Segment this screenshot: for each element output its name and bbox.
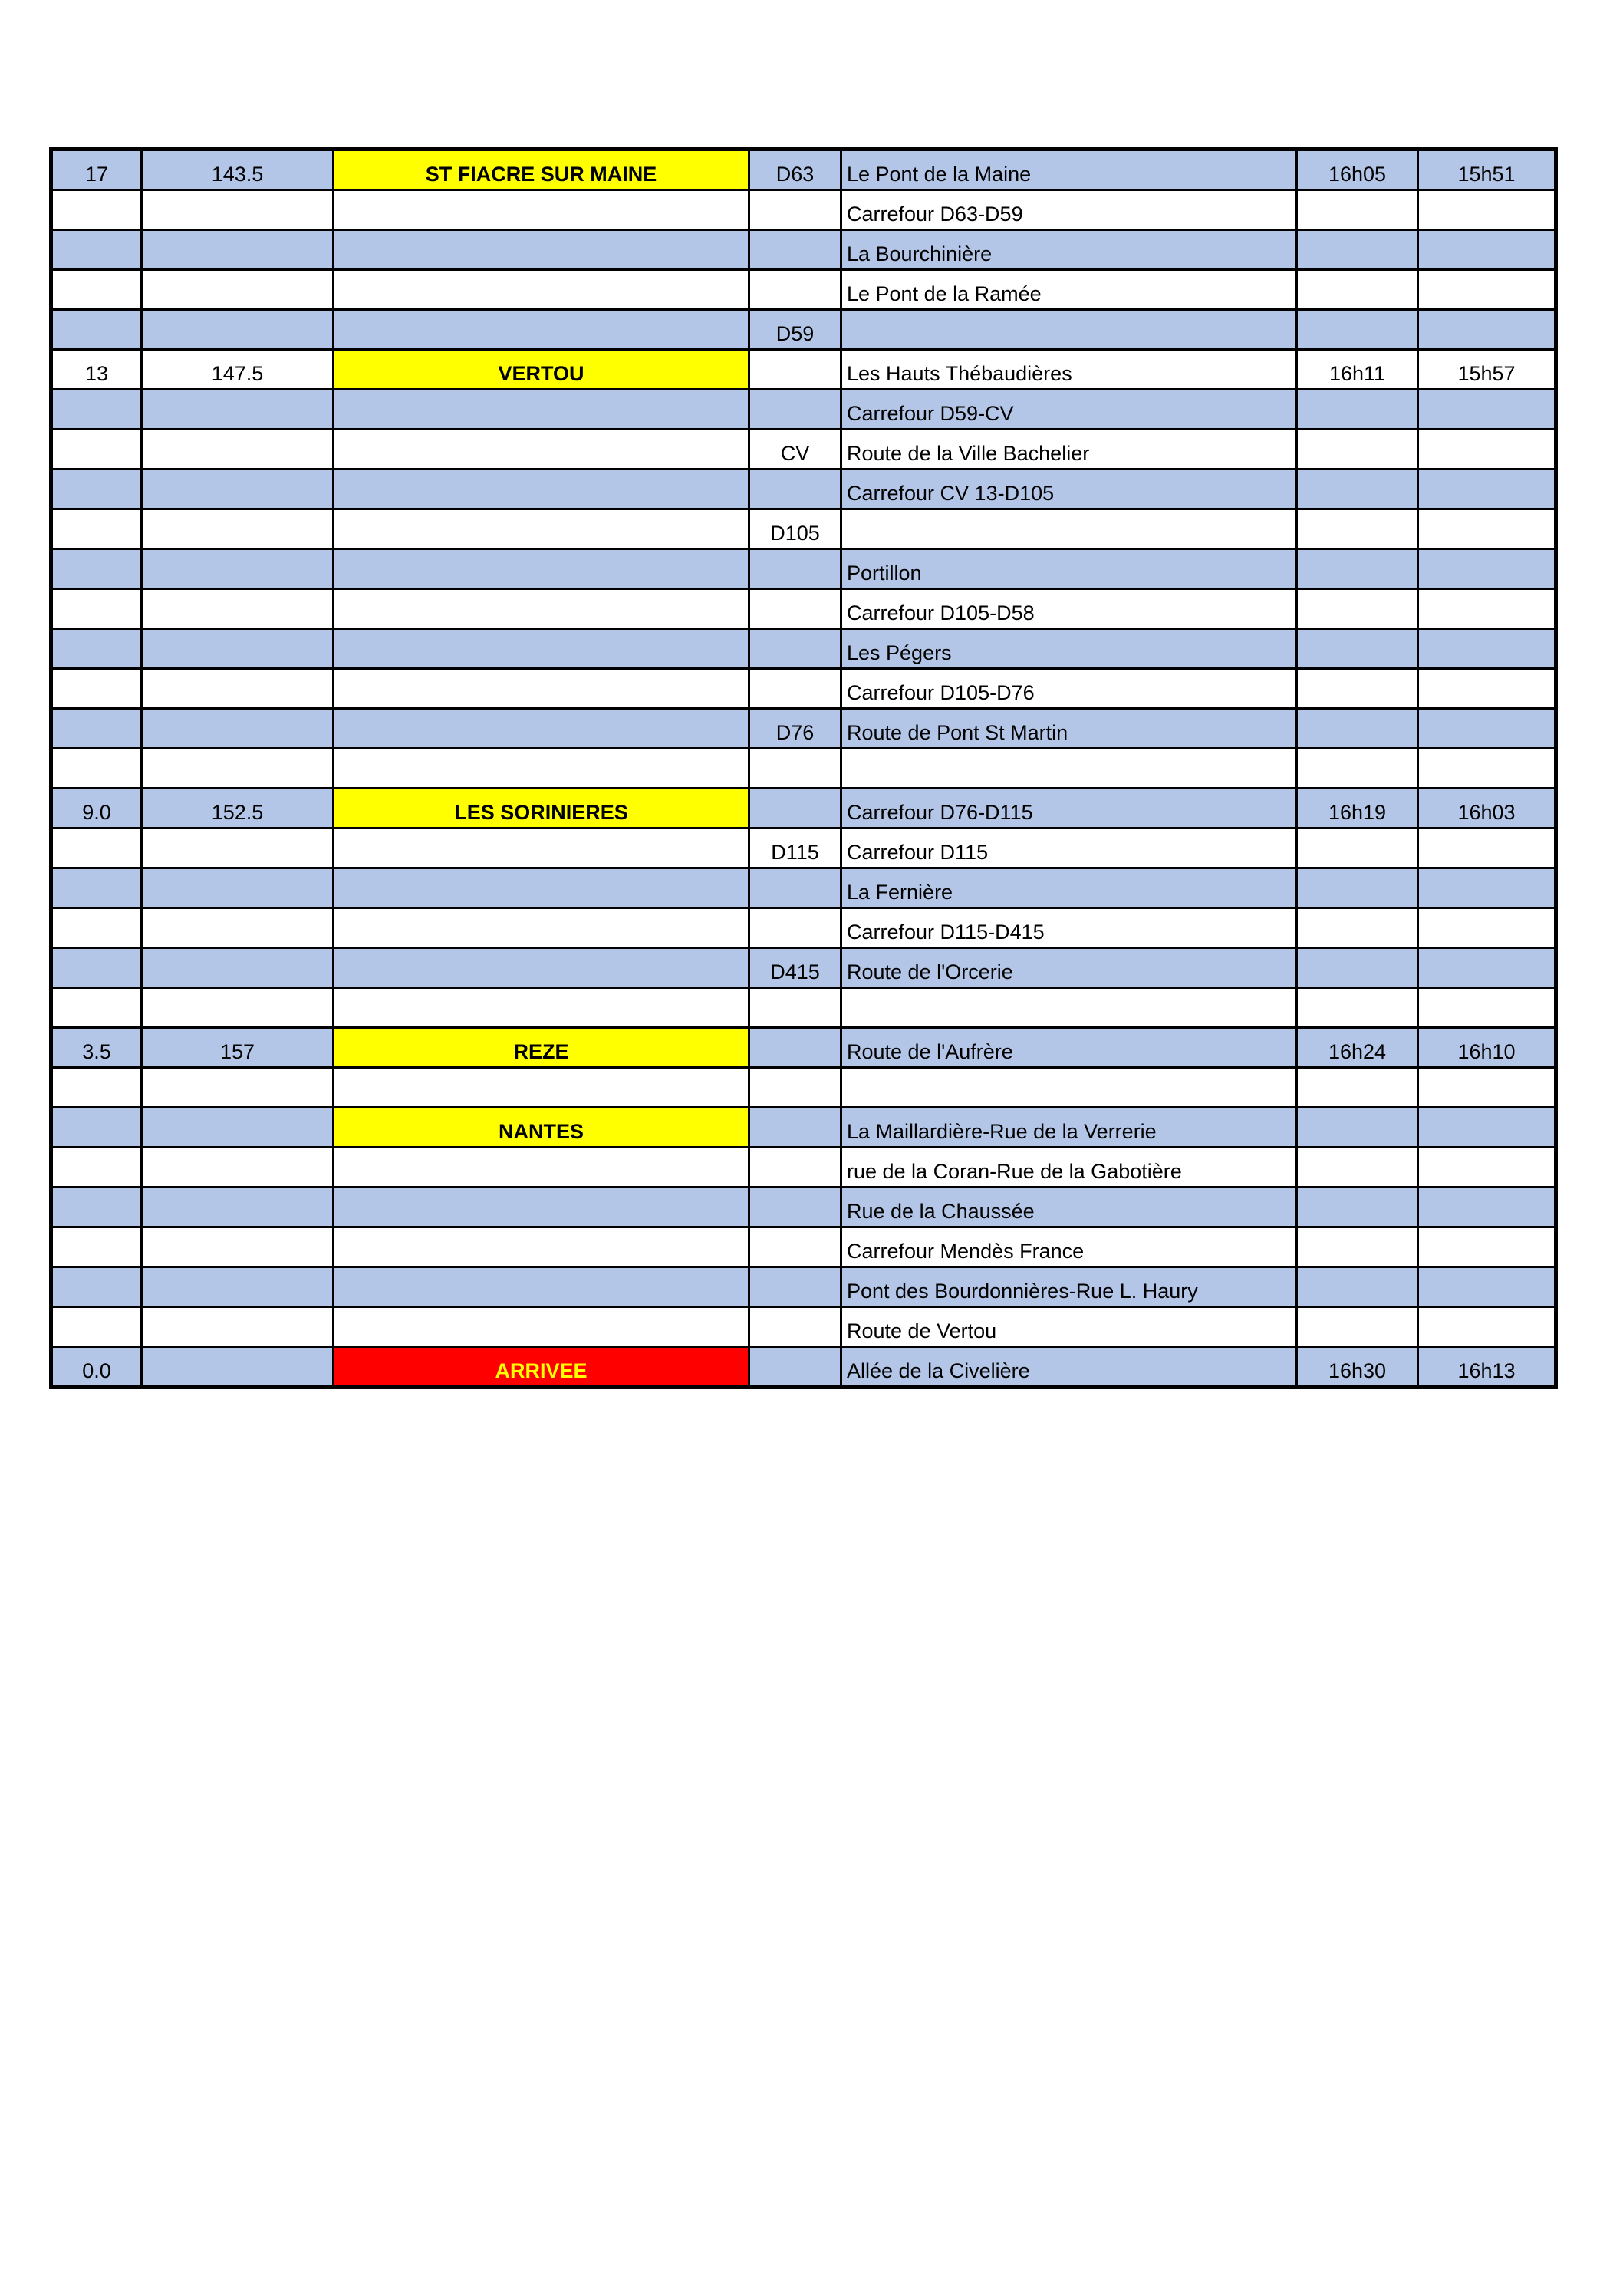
place-cell: Carrefour Mendès France <box>841 1227 1297 1267</box>
place-cell: Rue de la Chaussée <box>841 1188 1297 1227</box>
table-row <box>51 350 1556 390</box>
km-remaining-cell: 0.0 <box>51 1347 142 1388</box>
town-cell: ARRIVEE <box>334 1347 749 1388</box>
km-covered-cell <box>142 948 334 988</box>
town-cell <box>334 430 749 469</box>
time-slow-cell <box>1418 509 1556 549</box>
km-covered-cell <box>142 1227 334 1267</box>
km-remaining-cell: 9.0 <box>51 789 142 828</box>
km-remaining-cell <box>51 868 142 908</box>
km-remaining-cell <box>51 190 142 230</box>
time-slow-cell <box>1418 390 1556 430</box>
town-cell <box>334 390 749 430</box>
km-covered-cell <box>142 390 334 430</box>
place-cell <box>841 988 1297 1028</box>
km-covered-cell <box>142 1068 334 1108</box>
town-cell <box>334 270 749 310</box>
time-slow-cell <box>1418 469 1556 509</box>
time-fast-cell: 16h11 <box>1297 350 1418 390</box>
km-covered-cell <box>142 868 334 908</box>
road-cell <box>749 589 841 629</box>
km-remaining-cell: 3.5 <box>51 1028 142 1068</box>
time-slow-cell <box>1418 230 1556 270</box>
itinerary-rows <box>51 150 1556 1388</box>
place-cell: Carrefour D105-D76 <box>841 669 1297 709</box>
road-cell <box>749 469 841 509</box>
road-cell <box>749 789 841 828</box>
time-slow-cell <box>1418 828 1556 868</box>
time-slow-cell <box>1418 430 1556 469</box>
time-fast-cell <box>1297 270 1418 310</box>
time-fast-cell <box>1297 1188 1418 1227</box>
km-covered-cell <box>142 1267 334 1307</box>
town-cell: LES SORINIERES <box>334 789 749 828</box>
place-cell: Le Pont de la Ramée <box>841 270 1297 310</box>
town-cell <box>334 589 749 629</box>
place-cell: Carrefour D115 <box>841 828 1297 868</box>
town-cell <box>334 549 749 589</box>
time-fast-cell <box>1297 868 1418 908</box>
place-cell <box>841 310 1297 350</box>
time-slow-cell: 16h13 <box>1418 1347 1556 1388</box>
place-cell: Carrefour D63-D59 <box>841 190 1297 230</box>
time-fast-cell <box>1297 1307 1418 1347</box>
table-row <box>51 828 1556 868</box>
table-row <box>51 469 1556 509</box>
place-cell: Carrefour D115-D415 <box>841 908 1297 948</box>
km-covered-cell: 157 <box>142 1028 334 1068</box>
time-fast-cell <box>1297 1068 1418 1108</box>
time-fast-cell <box>1297 988 1418 1028</box>
time-slow-cell <box>1418 1227 1556 1267</box>
road-cell <box>749 390 841 430</box>
time-slow-cell <box>1418 988 1556 1028</box>
road-cell <box>749 1028 841 1068</box>
town-cell <box>334 868 749 908</box>
time-fast-cell <box>1297 1148 1418 1188</box>
table-row <box>51 1307 1556 1347</box>
km-remaining-cell <box>51 1148 142 1188</box>
road-cell: D415 <box>749 948 841 988</box>
time-fast-cell: 16h30 <box>1297 1347 1418 1388</box>
time-fast-cell <box>1297 1267 1418 1307</box>
time-fast-cell <box>1297 549 1418 589</box>
time-fast-cell <box>1297 310 1418 350</box>
road-cell <box>749 908 841 948</box>
table-row <box>51 509 1556 549</box>
road-cell <box>749 1188 841 1227</box>
town-cell <box>334 1227 749 1267</box>
table-row <box>51 1188 1556 1227</box>
km-remaining-cell <box>51 1307 142 1347</box>
time-fast-cell <box>1297 1108 1418 1148</box>
table-row <box>51 190 1556 230</box>
table-row <box>51 709 1556 749</box>
km-remaining-cell <box>51 549 142 589</box>
table-row <box>51 430 1556 469</box>
table-row <box>51 1108 1556 1148</box>
km-covered-cell <box>142 908 334 948</box>
place-cell: Pont des Bourdonnières-Rue L. Haury <box>841 1267 1297 1307</box>
town-cell <box>334 509 749 549</box>
time-fast-cell <box>1297 629 1418 669</box>
time-fast-cell <box>1297 190 1418 230</box>
km-covered-cell <box>142 230 334 270</box>
road-cell <box>749 350 841 390</box>
km-covered-cell <box>142 549 334 589</box>
town-cell <box>334 988 749 1028</box>
time-fast-cell <box>1297 469 1418 509</box>
town-cell <box>334 629 749 669</box>
km-covered-cell <box>142 1347 334 1388</box>
time-fast-cell <box>1297 430 1418 469</box>
km-remaining-cell <box>51 709 142 749</box>
time-slow-cell <box>1418 1148 1556 1188</box>
place-cell: Route de l'Orcerie <box>841 948 1297 988</box>
time-slow-cell: 16h03 <box>1418 789 1556 828</box>
km-covered-cell: 152.5 <box>142 789 334 828</box>
km-remaining-cell <box>51 908 142 948</box>
km-covered-cell <box>142 988 334 1028</box>
time-fast-cell: 16h05 <box>1297 150 1418 190</box>
km-remaining-cell <box>51 509 142 549</box>
road-cell <box>749 549 841 589</box>
km-covered-cell: 147.5 <box>142 350 334 390</box>
time-slow-cell: 15h57 <box>1418 350 1556 390</box>
km-remaining-cell <box>51 1188 142 1227</box>
time-slow-cell <box>1418 190 1556 230</box>
table-row <box>51 390 1556 430</box>
place-cell: La Maillardière-Rue de la Verrerie <box>841 1108 1297 1148</box>
time-slow-cell: 16h10 <box>1418 1028 1556 1068</box>
time-slow-cell <box>1418 868 1556 908</box>
time-slow-cell <box>1418 948 1556 988</box>
itinerary-table <box>49 147 1558 1389</box>
km-remaining-cell <box>51 1108 142 1148</box>
table-row <box>51 549 1556 589</box>
table-row <box>51 589 1556 629</box>
km-covered-cell <box>142 629 334 669</box>
km-remaining-cell <box>51 589 142 629</box>
place-cell: Allée de la Civelière <box>841 1347 1297 1388</box>
time-fast-cell <box>1297 709 1418 749</box>
town-cell <box>334 749 749 789</box>
place-cell: La Fernière <box>841 868 1297 908</box>
place-cell <box>841 509 1297 549</box>
place-cell: Les Hauts Thébaudières <box>841 350 1297 390</box>
table-row <box>51 1267 1556 1307</box>
time-fast-cell <box>1297 509 1418 549</box>
time-slow-cell <box>1418 709 1556 749</box>
place-cell: Carrefour D59-CV <box>841 390 1297 430</box>
town-cell <box>334 1188 749 1227</box>
road-cell <box>749 988 841 1028</box>
table-row <box>51 669 1556 709</box>
table-row <box>51 230 1556 270</box>
place-cell: Route de la Ville Bachelier <box>841 430 1297 469</box>
road-cell <box>749 669 841 709</box>
time-slow-cell <box>1418 908 1556 948</box>
time-slow-cell <box>1418 1068 1556 1108</box>
road-cell <box>749 1068 841 1108</box>
table-row <box>51 150 1556 190</box>
time-fast-cell <box>1297 390 1418 430</box>
km-remaining-cell: 17 <box>51 150 142 190</box>
place-cell <box>841 1068 1297 1108</box>
km-remaining-cell <box>51 1068 142 1108</box>
town-cell: VERTOU <box>334 350 749 390</box>
road-cell: D63 <box>749 150 841 190</box>
km-covered-cell <box>142 190 334 230</box>
town-cell <box>334 908 749 948</box>
road-cell: CV <box>749 430 841 469</box>
table-row <box>51 629 1556 669</box>
town-cell <box>334 1068 749 1108</box>
time-fast-cell: 16h19 <box>1297 789 1418 828</box>
km-remaining-cell <box>51 469 142 509</box>
km-remaining-cell <box>51 390 142 430</box>
table-row <box>51 988 1556 1028</box>
town-cell <box>334 1148 749 1188</box>
road-cell <box>749 270 841 310</box>
place-cell: Carrefour D76-D115 <box>841 789 1297 828</box>
time-slow-cell: 15h51 <box>1418 150 1556 190</box>
place-cell: rue de la Coran-Rue de la Gabotière <box>841 1148 1297 1188</box>
km-remaining-cell: 13 <box>51 350 142 390</box>
km-covered-cell <box>142 430 334 469</box>
road-cell <box>749 629 841 669</box>
road-cell <box>749 230 841 270</box>
km-covered-cell <box>142 270 334 310</box>
time-slow-cell <box>1418 589 1556 629</box>
km-remaining-cell <box>51 669 142 709</box>
time-fast-cell: 16h24 <box>1297 1028 1418 1068</box>
km-covered-cell: 143.5 <box>142 150 334 190</box>
place-cell: Carrefour CV 13-D105 <box>841 469 1297 509</box>
km-covered-cell <box>142 469 334 509</box>
km-remaining-cell <box>51 230 142 270</box>
table-row <box>51 1148 1556 1188</box>
town-cell <box>334 948 749 988</box>
table-row <box>51 948 1556 988</box>
km-remaining-cell <box>51 1267 142 1307</box>
place-cell: Le Pont de la Maine <box>841 150 1297 190</box>
road-cell <box>749 749 841 789</box>
km-covered-cell <box>142 1148 334 1188</box>
km-remaining-cell <box>51 629 142 669</box>
time-slow-cell <box>1418 629 1556 669</box>
km-covered-cell <box>142 749 334 789</box>
km-remaining-cell <box>51 310 142 350</box>
road-cell: D115 <box>749 828 841 868</box>
table-row <box>51 270 1556 310</box>
place-cell: Route de Pont St Martin <box>841 709 1297 749</box>
table-row <box>51 1028 1556 1068</box>
town-cell <box>334 310 749 350</box>
route-sheet <box>49 147 1554 1389</box>
time-slow-cell <box>1418 270 1556 310</box>
km-remaining-cell <box>51 1227 142 1267</box>
table-row <box>51 868 1556 908</box>
table-row <box>51 1347 1556 1388</box>
place-cell: Route de l'Aufrère <box>841 1028 1297 1068</box>
road-cell: D76 <box>749 709 841 749</box>
road-cell: D105 <box>749 509 841 549</box>
km-covered-cell <box>142 1188 334 1227</box>
table-row <box>51 1068 1556 1108</box>
table-row <box>51 1227 1556 1267</box>
place-cell: La Bourchinière <box>841 230 1297 270</box>
time-fast-cell <box>1297 828 1418 868</box>
town-cell: NANTES <box>334 1108 749 1148</box>
road-cell: D59 <box>749 310 841 350</box>
table-row <box>51 908 1556 948</box>
town-cell <box>334 1307 749 1347</box>
road-cell <box>749 1108 841 1148</box>
time-fast-cell <box>1297 908 1418 948</box>
table-row <box>51 310 1556 350</box>
town-cell <box>334 190 749 230</box>
town-cell <box>334 669 749 709</box>
table-row <box>51 789 1556 828</box>
km-covered-cell <box>142 828 334 868</box>
town-cell: REZE <box>334 1028 749 1068</box>
road-cell <box>749 1267 841 1307</box>
time-slow-cell <box>1418 310 1556 350</box>
place-cell: Route de Vertou <box>841 1307 1297 1347</box>
km-covered-cell <box>142 310 334 350</box>
road-cell <box>749 1227 841 1267</box>
time-fast-cell <box>1297 1227 1418 1267</box>
town-cell: ST FIACRE SUR MAINE <box>334 150 749 190</box>
time-fast-cell <box>1297 589 1418 629</box>
time-slow-cell <box>1418 1307 1556 1347</box>
km-covered-cell <box>142 509 334 549</box>
km-remaining-cell <box>51 828 142 868</box>
km-covered-cell <box>142 1108 334 1148</box>
km-remaining-cell <box>51 948 142 988</box>
place-cell: Les Pégers <box>841 629 1297 669</box>
time-fast-cell <box>1297 948 1418 988</box>
time-slow-cell <box>1418 749 1556 789</box>
town-cell <box>334 709 749 749</box>
road-cell <box>749 1148 841 1188</box>
km-remaining-cell <box>51 749 142 789</box>
road-cell <box>749 1307 841 1347</box>
time-fast-cell <box>1297 230 1418 270</box>
time-slow-cell <box>1418 669 1556 709</box>
road-cell <box>749 868 841 908</box>
time-fast-cell <box>1297 749 1418 789</box>
time-slow-cell <box>1418 1267 1556 1307</box>
place-cell <box>841 749 1297 789</box>
km-remaining-cell <box>51 270 142 310</box>
place-cell: Carrefour D105-D58 <box>841 589 1297 629</box>
town-cell <box>334 469 749 509</box>
km-remaining-cell <box>51 988 142 1028</box>
time-slow-cell <box>1418 549 1556 589</box>
time-fast-cell <box>1297 669 1418 709</box>
km-remaining-cell <box>51 430 142 469</box>
time-slow-cell <box>1418 1188 1556 1227</box>
km-covered-cell <box>142 1307 334 1347</box>
road-cell <box>749 1347 841 1388</box>
town-cell <box>334 230 749 270</box>
km-covered-cell <box>142 589 334 629</box>
table-row <box>51 749 1556 789</box>
km-covered-cell <box>142 709 334 749</box>
km-covered-cell <box>142 669 334 709</box>
time-slow-cell <box>1418 1108 1556 1148</box>
place-cell: Portillon <box>841 549 1297 589</box>
road-cell <box>749 190 841 230</box>
town-cell <box>334 828 749 868</box>
town-cell <box>334 1267 749 1307</box>
